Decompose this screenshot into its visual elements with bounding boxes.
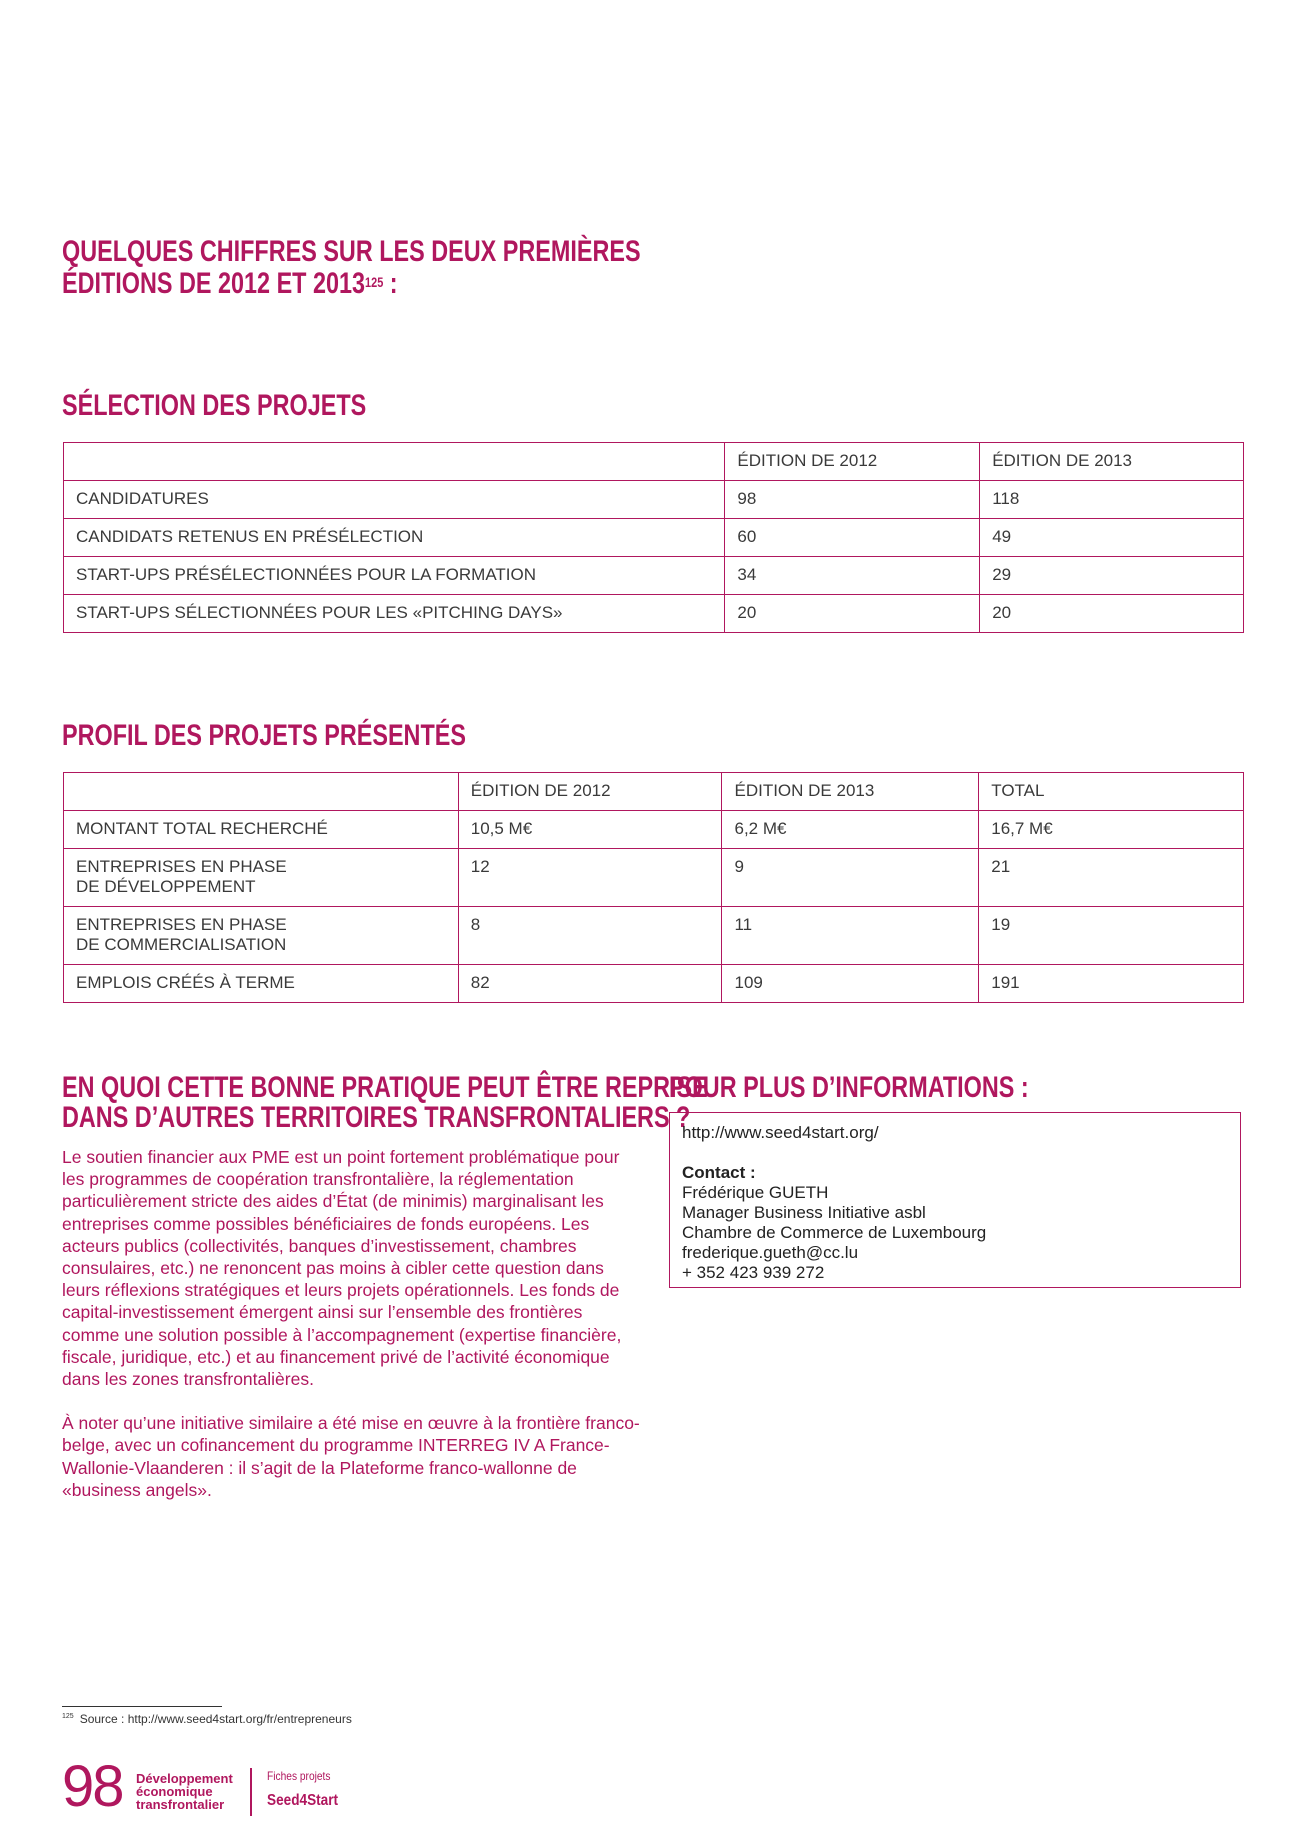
table-cell: CANDIDATS RETENUS EN PRÉSÉLECTION [64,519,725,557]
table-cell: 6,2 M€ [722,811,979,849]
table-cell: 60 [725,519,980,557]
table-row [64,557,1244,595]
info-box [669,1112,1241,1288]
table-row [64,849,1244,907]
contact-organisation: Chambre de Commerce de Luxembourg [682,1223,987,1242]
table-cell: 11 [722,907,979,965]
table-cell: ENTREPRISES EN PHASE DE COMMERCIALISATION [64,907,459,965]
table-cell: 98 [725,481,980,519]
table-header-row [64,443,1244,481]
table-cell: 8 [458,907,722,965]
table-cell: 20 [725,595,980,633]
table-cell: 19 [979,907,1244,965]
footnote-ref: 125 [365,274,384,290]
table-row [64,907,1244,965]
table-cell: EMPLOIS CRÉÉS À TERME [64,965,459,1003]
table-cell: 12 [458,849,722,907]
table-header-cell: ÉDITION DE 2013 [722,773,979,811]
table-row [64,595,1244,633]
page-title [62,236,641,300]
contact-name: Frédérique GUETH [682,1183,829,1202]
table-cell: MONTANT TOTAL RECHERCHÉ [64,811,459,849]
contact-role: Manager Business Initiative asbl [682,1203,926,1222]
table-cell: 20 [980,595,1244,633]
selection-table [63,442,1244,633]
table-cell: 191 [979,965,1244,1003]
profil-title: PROFIL DES PROJETS PRÉSENTÉS [62,719,466,752]
table-cell: 49 [980,519,1244,557]
page-title-line2: ÉDITIONS DE 2012 ET 2013$^{125}$ : [62,267,398,300]
table-cell: 29 [980,557,1244,595]
table-row [64,811,1244,849]
footer-category: Fiches projets Seed4Start [267,1769,339,1809]
table-row [64,519,1244,557]
paragraph: À noter qu’une initiative similaire a été mise en œuvre à la frontière franco-belge, avec un cofinancement du programme INTERREG IV A France-Wallonie-Vlaanderen : il s’agit de la Plateforme franco-wallonne de «business angels». [62,1413,640,1500]
footnote: $^{125}$ Source : http://www.seed4start.org/fr/entrepreneurs [62,1712,352,1726]
table-cell: 82 [458,965,722,1003]
paragraph: Le soutien financier aux PME est un point fortement problématique pour les programmes de coopération transfrontalière, la réglementation particulièrement stricte des aides d’État (de minimis) marginalisant les entreprises comme possibles bénéficiaires de fonds européens. Les acteurs publics (collectivités, banques d’investissement, chambres consulaires, etc.) ne renoncent pas moins à cibler cette question dans leurs réflexions stratégiques et leurs projets opérationnels. Les fonds de capital-investissement émergent ainsi sur l’ensemble des frontières comme une solution possible à l’accompagnement (expertise financière, fiscale, juridique, etc.) et au financement privé de l’activité économique dans les zones transfrontalières. [62,1147,622,1390]
table-cell: 10,5 M€ [458,811,722,849]
contact-phone: + 352 423 939 272 [682,1263,825,1282]
reprise-title: EN QUOI CETTE BONNE PRATIQUE PEUT ÊTRE REPRISE DANS D’AUTRES TERRITOIRES TRANSFRONTALIERS ? [62,1071,708,1134]
footer-section: Développement économique transfrontalier [136,1771,233,1812]
selection-title: SÉLECTION DES PROJETS [62,389,367,422]
website-link[interactable]: http://www.seed4start.org/ [682,1123,879,1142]
table-cell: CANDIDATURES [64,481,725,519]
table-header-cell: ÉDITION DE 2012 [725,443,980,481]
footnote-rule [62,1706,222,1707]
table-cell: 118 [980,481,1244,519]
table-cell: 9 [722,849,979,907]
table-row [64,481,1244,519]
table-cell: START-UPS PRÉSÉLECTIONNÉES POUR LA FORMATION [64,557,725,595]
profil-table [63,772,1244,1003]
table-cell: 34 [725,557,980,595]
page-number: 98 [62,1754,123,1819]
footer-divider [250,1768,252,1816]
table-header-cell: ÉDITION DE 2013 [980,443,1244,481]
table-cell: 109 [722,965,979,1003]
contact-label: Contact : [682,1163,756,1182]
table-header-cell: TOTAL [979,773,1244,811]
reprise-body [62,1146,642,1523]
table-row [64,965,1244,1003]
info-title: POUR PLUS D’INFORMATIONS : [669,1071,1029,1104]
page-title-line1: QUELQUES CHIFFRES SUR LES DEUX PREMIÈRES [62,235,641,268]
table-header-cell [64,443,725,481]
table-cell: 16,7 M€ [979,811,1244,849]
contact-email[interactable]: frederique.gueth@cc.lu [682,1243,859,1262]
table-cell: START-UPS SÉLECTIONNÉES POUR LES «PITCHING DAYS» [64,595,725,633]
table-cell: 21 [979,849,1244,907]
table-header-cell [64,773,459,811]
table-header-cell: ÉDITION DE 2012 [458,773,722,811]
table-cell: ENTREPRISES EN PHASE DE DÉVELOPPEMENT [64,849,459,907]
table-header-row [64,773,1244,811]
